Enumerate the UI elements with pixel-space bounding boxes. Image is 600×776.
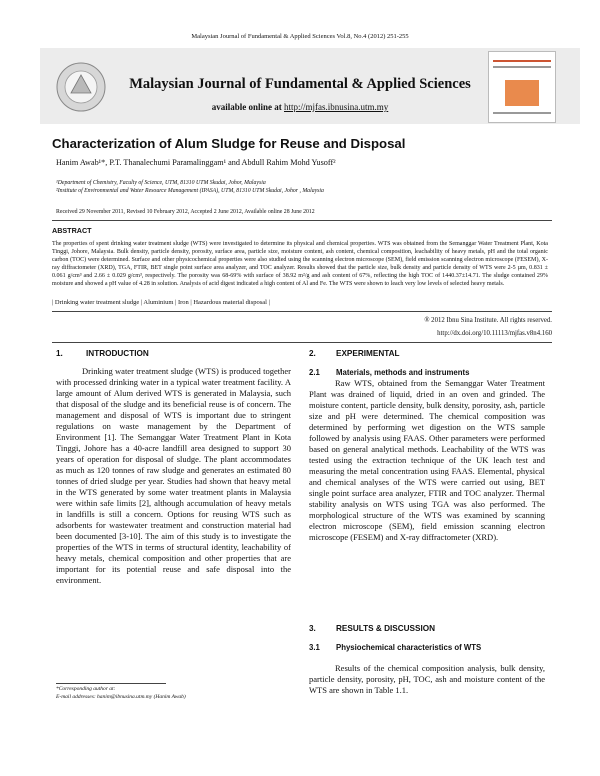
journal-logo [52,60,110,114]
affiliation-1: ¹Department of Chemistry, Faculty of Science, UTM, 81310 UTM Skudai, Johor, Malaysia [56,180,266,186]
available-online [120,102,480,112]
paper-title: Characterization of Alum Sludge for Reuse and Disposal [52,136,406,151]
divider [52,220,552,221]
footnote-divider [56,683,166,684]
section-3-title: RESULTS & DISCUSSION [336,624,436,633]
subsection-3-1-title: Physiochemical characteristics of WTS [336,643,482,652]
section-2-title: EXPERIMENTAL [336,349,400,358]
section-1-title: INTRODUCTION [86,349,149,358]
section-2-number: 2. [309,349,316,358]
running-header: Malaysian Journal of Fundamental & Applied Sciences Vol.8, No.4 (2012) 251-255 [191,33,409,40]
authors: Hanim Awab¹*, P.T. Thanalechumi Paramalinggam¹ and Abdull Rahim Mohd Yusoff² [56,158,336,167]
methods-body [309,378,545,543]
subsection-3-1-number: 3.1 [309,643,320,652]
results-paragraph: Results of the chemical composition analysis, bulk density, particle density, porosity, pH, TOC, ash and moisture content of the WTS are shown in Table 1.1. [309,663,545,695]
subsection-2-1-number: 2.1 [309,368,320,377]
available-prefix: available online at [211,102,282,112]
copyright: ® 2012 Ibnu Sina Institute. All rights reserved. [424,317,552,324]
section-3-number: 3. [309,624,316,633]
abstract-text: The properties of spent drinking water treatment sludge (WTS) were investigated to determine its physical and chemical properties. WTS was obtained from the Semanggar Water Treatment Plant, Kota Tinggi, Johore, Malaysia. Bulk density, particle density, porosity, surface area, particle size, moisture content, ash content, chemical composition, leachability of heavy metals, pH and the total organic carbon (TOC) were determined. Surface and other physicochemical properties were also studied using the scanning electron microscope (SEM), field emission scanning electron microscope (FESEM), X-ray diffractometer (XRD), TGA, FTIR, BET single point surface area analyzer, and TOC analyzer. Results showed that the particle size, bulk density and particle density of WTS were 2-5 µm, 0.831 ± 0.061 g/cm³ and 2.66 ± 0.029 g/cm³, respectively. The porosity was 68-69% with surface of 38.92 m²/g and ash content of 67%, reflecting the high TOC of 1440.37±14.71. The sludge contained 29% moisture and showed a pH value of 4.28 in solution. Analysis of acid digest indicated a high content of Al and Fe. The WTS were shown to leach very low levels of selected heavy metals. [52,241,548,287]
methods-paragraph: Raw WTS, obtained from the Semanggar Water Treatment Plant was drained of liquid, dried in an oven and grinded. The moisture content, particle density, bulk density, porosity, ash, particle size and pH were determined. The chemical composition was determined by performing wet digestion on the WTS sample followed by analysis using FAAS. Other parameters were performed based on general analytical methods. Leachability of the WTS was tested using the extraction technique of the UK leach test and measuring the metal concentration using FAAS. Elemental, physical and chemical analyses of the WTS were carried out using, BET single point surface area analyzer, FTIR and TOC analyzer. Thermal stability analysis on WTS using TGA was also performed. The morphological structure of the WTS was examined by scanning electron microscope (SEM), field emission scanning electron microscope (FESEM) and X-ray diffractometer (XRD). [309,378,545,542]
keywords: | Drinking water treatment sludge | Aluminium | Iron | Hazardous material disposal | [52,299,270,306]
cover-image [505,80,539,106]
abstract-heading: ABSTRACT [52,226,92,235]
divider [52,342,552,343]
affiliation-2: ²Institute of Environmental and Water Resource Management (IPASA), UTM, 81310 UTM Skudai, Johor , Malaysia [56,188,324,194]
article-dates: Received 29 November 2011, Revised 10 February 2012, Accepted 2 June 2012, Available online 28 June 2012 [56,209,315,215]
footnote-corresponding: *Corresponding author at: [56,686,116,692]
divider [52,311,552,312]
cover-stripe [493,66,551,68]
results-body [309,663,545,696]
cover-stripe [493,60,551,62]
footnote-email: E-mail addresses: hanim@ibnusina.utm.my (Hanim Awab) [56,694,186,700]
subsection-2-1-title: Materials, methods and instruments [336,368,470,377]
journal-url-link[interactable]: http://mjfas.ibnusina.utm.my [284,102,389,112]
cover-stripe [493,112,551,114]
journal-cover-thumbnail [488,51,556,123]
introduction-body [56,366,291,586]
introduction-paragraph: Drinking water treatment sludge (WTS) is produced together with processed drinking water in a typical water treatment facility. A large amount of Alum derived WTS is generated in Malaysia, such that disposal of the sludge and its beneficial reuse is of concern. The management and disposal of WTS is important due to stringent regulations on waste management by the Department of Environment [1]. The Semanggar Water Treatment Plant in Kota Tinggi, Johore has a 40-acre landfill area designed to support 30 years of operation for disposal of sludge. The plant accommodates as much as 120 tonnes of raw sludge and generates an estimated 80 tonnes of dried sludge per year. Studies had shown that heavy metal in the WTS generated by some water treatment plants in Malaysia were within safe limits [2], although accumulation of heavy metals in landfills is still a concern. Options for reusing WTS such as adsorbents for wastewater treatment and construction material had been documented [3-10]. The aim of this study is to investigate the properties of the WTS in terms of structural identity, leachability of heavy metals, chemical composition and other properties that are important for its potential reuse and safe disposal into the environment. [56,366,291,585]
journal-title: Malaysian Journal of Fundamental & Applied Sciences [129,76,471,92]
section-1-number: 1. [56,349,63,358]
doi-link[interactable]: http://dx.doi.org/10.11113/mjfas.v8n4.160 [437,330,552,337]
